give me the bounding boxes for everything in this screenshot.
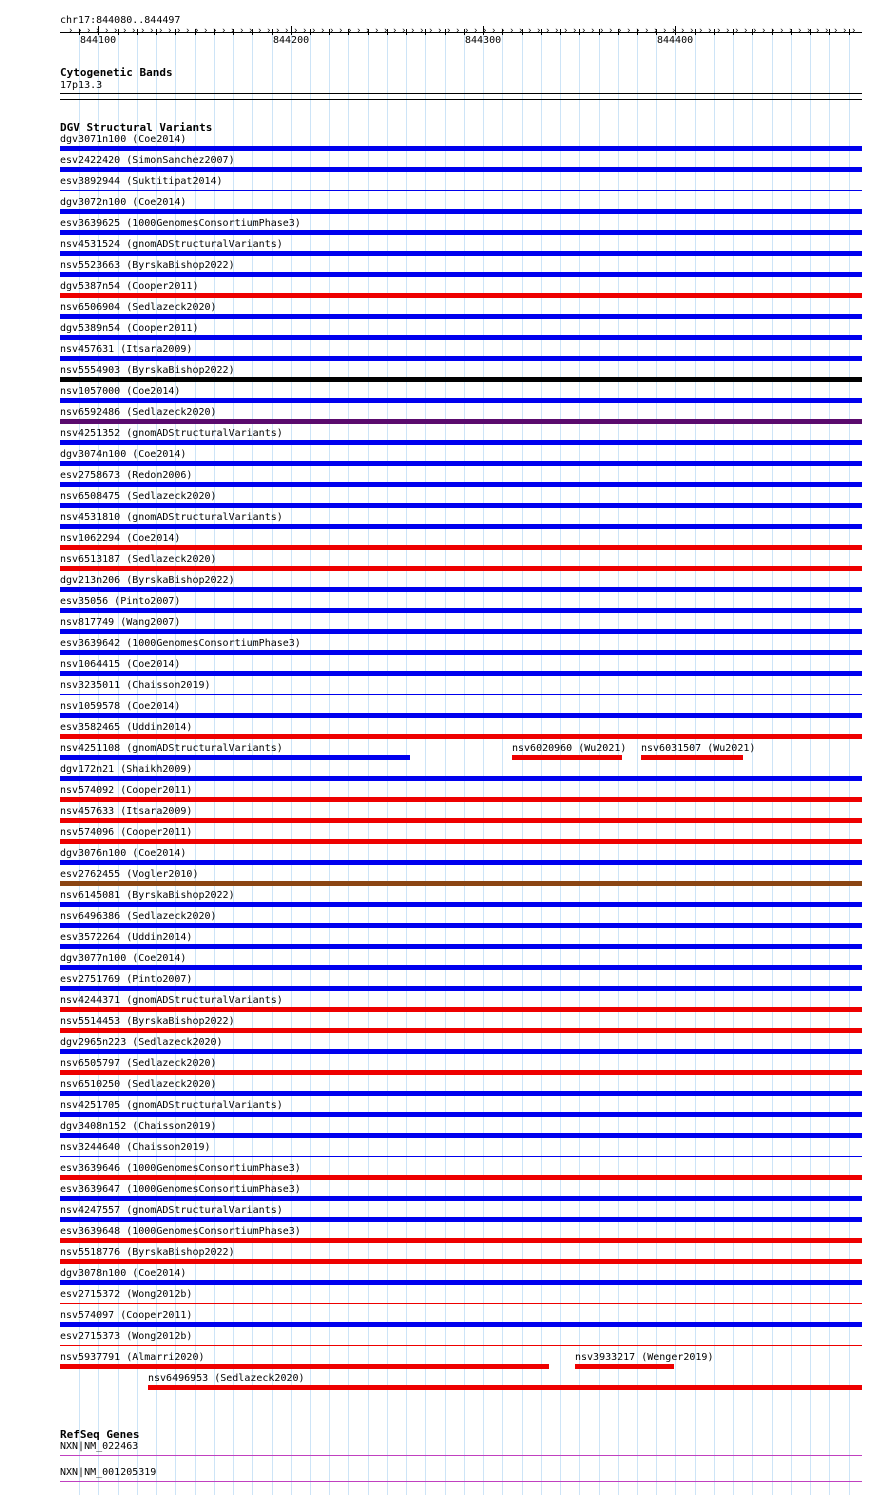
strand-arrow-icon: › — [284, 26, 290, 36]
sv-feature-bar[interactable] — [60, 923, 862, 928]
gene-label[interactable]: NXN|NM_001205319 — [60, 1467, 157, 1478]
ruler-tick-label: 844200 — [273, 35, 310, 46]
sv-feature-label[interactable]: esv35056 (Pinto2007) — [60, 596, 181, 607]
sv-feature-bar[interactable] — [60, 1007, 862, 1012]
sv-feature-bar[interactable] — [60, 755, 410, 760]
sv-feature-bar[interactable] — [60, 776, 862, 781]
strand-arrow-icon: › — [356, 26, 362, 36]
sv-feature-bar[interactable] — [60, 1259, 862, 1264]
sv-feature-label[interactable]: dgv3077n100 (Coe2014) — [60, 953, 187, 964]
sv-feature-label[interactable]: nsv4244371 (gnomADStructuralVariants) — [60, 995, 283, 1006]
cytoband-track-title: Cytogenetic Bands — [60, 66, 173, 79]
strand-arrow-icon: › — [248, 26, 254, 36]
sv-feature-bar[interactable] — [60, 713, 862, 718]
strand-arrow-icon: › — [221, 26, 227, 36]
sv-feature-label[interactable]: esv3639646 (1000GenomesConsortiumPhase3) — [60, 1163, 301, 1174]
sv-feature-bar[interactable] — [60, 398, 862, 403]
strand-arrow-icon: › — [473, 26, 479, 36]
sv-feature-label[interactable]: dgv3076n100 (Coe2014) — [60, 848, 187, 859]
cytoband-bar-bottom — [60, 99, 862, 100]
sv-feature-label[interactable]: nsv4531810 (gnomADStructuralVariants) — [60, 512, 283, 523]
sv-feature-label[interactable]: nsv1062294 (Coe2014) — [60, 533, 181, 544]
strand-arrow-icon: › — [230, 26, 236, 36]
strand-arrow-icon: › — [410, 26, 416, 36]
strand-arrow-icon: › — [374, 26, 380, 36]
sv-feature-bar[interactable] — [60, 190, 862, 191]
sv-feature-bar[interactable] — [60, 440, 862, 445]
sv-feature-label[interactable]: nsv574097 (Cooper2011) — [60, 1310, 193, 1321]
sv-feature-bar[interactable] — [60, 566, 862, 571]
strand-arrow-icon: › — [599, 26, 605, 36]
strand-arrow-icon: › — [779, 26, 785, 36]
strand-arrow-icon: › — [725, 26, 731, 36]
strand-arrow-icon: › — [518, 26, 524, 36]
sv-feature-bar[interactable] — [60, 860, 862, 865]
strand-arrow-icon: › — [743, 26, 749, 36]
sv-feature-label[interactable]: nsv6020960 (Wu2021) — [512, 743, 627, 754]
ruler-tick — [560, 29, 561, 35]
strand-arrow-icon: › — [86, 26, 92, 36]
sv-feature-label[interactable]: nsv4531524 (gnomADStructuralVariants) — [60, 239, 283, 250]
strand-arrow-icon: › — [329, 26, 335, 36]
strand-arrow-icon: › — [140, 26, 146, 36]
strand-arrow-icon: › — [815, 26, 821, 36]
strand-arrow-icon: › — [113, 26, 119, 36]
sv-feature-label[interactable]: esv3892944 (Suktitipat2014) — [60, 176, 223, 187]
strand-arrow-icon: › — [320, 26, 326, 36]
strand-arrow-icon: › — [608, 26, 614, 36]
sv-feature-bar[interactable] — [60, 524, 862, 529]
strand-arrow-icon: › — [752, 26, 758, 36]
strand-arrow-icon: › — [365, 26, 371, 36]
sv-feature-bar[interactable] — [60, 272, 862, 277]
sv-feature-label[interactable]: nsv1064415 (Coe2014) — [60, 659, 181, 670]
sv-feature-label[interactable]: nsv6505797 (Sedlazeck2020) — [60, 1058, 217, 1069]
sv-feature-label[interactable]: esv3639625 (1000GenomesConsortiumPhase3) — [60, 218, 301, 229]
strand-arrow-icon: › — [185, 26, 191, 36]
sv-feature-bar[interactable] — [60, 944, 862, 949]
sv-feature-bar[interactable] — [60, 608, 862, 613]
sv-feature-bar[interactable] — [60, 1070, 862, 1075]
sv-feature-bar[interactable] — [60, 965, 862, 970]
strand-arrow-icon: › — [239, 26, 245, 36]
strand-arrow-icon: › — [824, 26, 830, 36]
refseq-track-title: RefSeq Genes — [60, 1428, 140, 1441]
sv-feature-bar[interactable] — [60, 1217, 862, 1222]
sv-feature-label[interactable]: esv2751769 (Pinto2007) — [60, 974, 193, 985]
strand-arrow-icon: › — [644, 26, 650, 36]
strand-arrow-icon: › — [797, 26, 803, 36]
sv-feature-bar[interactable] — [60, 209, 862, 214]
sv-feature-bar[interactable] — [60, 734, 862, 739]
sv-feature-label[interactable]: dgv172n21 (Shaikh2009) — [60, 764, 193, 775]
strand-arrow-icon: › — [554, 26, 560, 36]
strand-arrow-icon: › — [455, 26, 461, 36]
strand-arrow-icon: › — [419, 26, 425, 36]
sv-feature-label[interactable]: nsv817749 (Wang2007) — [60, 617, 181, 628]
sv-feature-bar[interactable] — [60, 545, 862, 550]
ruler-track — [0, 0, 890, 60]
strand-arrow-icon: › — [716, 26, 722, 36]
strand-arrow-icon: › — [851, 26, 857, 36]
ruler-tick-label: 844400 — [657, 35, 694, 46]
strand-arrow-icon: › — [149, 26, 155, 36]
sv-feature-label[interactable]: nsv1059578 (Coe2014) — [60, 701, 181, 712]
sv-feature-bar[interactable] — [60, 314, 862, 319]
refseq-track — [0, 1428, 890, 1495]
sv-feature-bar[interactable] — [60, 461, 862, 466]
strand-arrow-icon: › — [347, 26, 353, 36]
sv-feature-label[interactable]: esv3639647 (1000GenomesConsortiumPhase3) — [60, 1184, 301, 1195]
sv-feature-label[interactable]: nsv6592486 (Sedlazeck2020) — [60, 407, 217, 418]
strand-arrow-icon: › — [266, 26, 272, 36]
sv-feature-label[interactable]: nsv6513187 (Sedlazeck2020) — [60, 554, 217, 565]
sv-feature-label[interactable]: nsv574092 (Cooper2011) — [60, 785, 193, 796]
strand-arrow-icon: › — [302, 26, 308, 36]
sv-feature-label[interactable]: nsv4251352 (gnomADStructuralVariants) — [60, 428, 283, 439]
ruler-tick-label: 844300 — [465, 35, 502, 46]
sv-feature-bar[interactable] — [60, 167, 862, 172]
sv-feature-bar[interactable] — [60, 1028, 862, 1033]
strand-arrow-icon: › — [437, 26, 443, 36]
sv-feature-label[interactable]: esv2715372 (Wong2012b) — [60, 1289, 193, 1300]
strand-arrow-icon: › — [707, 26, 713, 36]
sv-feature-label[interactable]: nsv5514453 (ByrskaBishop2022) — [60, 1016, 235, 1027]
sv-feature-bar[interactable] — [60, 587, 862, 592]
strand-arrow-icon: › — [626, 26, 632, 36]
strand-arrow-icon: › — [770, 26, 776, 36]
sv-feature-bar[interactable] — [60, 230, 862, 235]
strand-arrow-icon: › — [176, 26, 182, 36]
strand-arrow-icon: › — [509, 26, 515, 36]
sv-feature-bar[interactable] — [60, 797, 862, 802]
sv-feature-bar[interactable] — [60, 419, 862, 424]
sv-feature-label[interactable]: dgv3074n100 (Coe2014) — [60, 449, 187, 460]
sv-feature-label[interactable]: dgv3408n152 (Chaisson2019) — [60, 1121, 217, 1132]
strand-arrow-icon: › — [275, 26, 281, 36]
sv-feature-label[interactable]: nsv5937791 (Almarri2020) — [60, 1352, 205, 1363]
strand-arrow-icon: › — [671, 26, 677, 36]
strand-arrow-icon: › — [842, 26, 848, 36]
sv-feature-label[interactable]: nsv3244640 (Chaisson2019) — [60, 1142, 211, 1153]
sv-feature-label[interactable]: esv3572264 (Uddin2014) — [60, 932, 193, 943]
dgv-track-title: DGV Structural Variants — [60, 121, 213, 134]
sv-feature-bar[interactable] — [60, 1133, 862, 1138]
sv-feature-bar[interactable] — [575, 1364, 674, 1369]
sv-feature-bar[interactable] — [60, 356, 862, 361]
sv-feature-bar[interactable] — [60, 839, 862, 844]
sv-feature-bar[interactable] — [60, 146, 862, 151]
sv-feature-label[interactable]: nsv457633 (Itsara2009) — [60, 806, 193, 817]
strand-arrow-icon: › — [401, 26, 407, 36]
strand-arrow-icon: › — [653, 26, 659, 36]
strand-arrow-icon: › — [68, 26, 74, 36]
sv-feature-bar[interactable] — [60, 818, 862, 823]
sv-feature-bar[interactable] — [60, 1303, 862, 1304]
strand-arrow-icon: › — [662, 26, 668, 36]
strand-arrow-icon: › — [617, 26, 623, 36]
strand-arrow-icon: › — [698, 26, 704, 36]
strand-arrow-icon: › — [104, 26, 110, 36]
sv-feature-label[interactable]: nsv6508475 (Sedlazeck2020) — [60, 491, 217, 502]
ruler-tick — [714, 29, 715, 35]
ruler-tick — [695, 29, 696, 35]
sv-feature-label[interactable]: nsv6145081 (ByrskaBishop2022) — [60, 890, 235, 901]
gene-intron-line[interactable] — [60, 1481, 862, 1482]
sv-feature-label[interactable]: dgv5389n54 (Cooper2011) — [60, 323, 199, 334]
sv-feature-label[interactable]: dgv213n206 (ByrskaBishop2022) — [60, 575, 235, 586]
strand-arrow-icon: › — [635, 26, 641, 36]
ruler-tick — [137, 29, 138, 35]
sv-feature-bar[interactable] — [641, 755, 743, 760]
strand-arrow-icon: › — [491, 26, 497, 36]
ruler-tick — [849, 29, 850, 35]
sv-feature-label[interactable]: esv2422420 (SimonSanchez2007) — [60, 155, 235, 166]
sv-feature-bar[interactable] — [148, 1385, 862, 1390]
sv-feature-bar[interactable] — [60, 293, 862, 298]
sv-feature-label[interactable]: nsv6506904 (Sedlazeck2020) — [60, 302, 217, 313]
sv-feature-label[interactable]: nsv1057000 (Coe2014) — [60, 386, 181, 397]
strand-arrow-icon: › — [545, 26, 551, 36]
strand-arrow-icon: › — [572, 26, 578, 36]
sv-feature-label[interactable]: nsv4251108 (gnomADStructuralVariants) — [60, 743, 283, 754]
strand-arrow-icon: › — [833, 26, 839, 36]
ruler-tick — [425, 29, 426, 35]
sv-feature-label[interactable]: nsv5554903 (ByrskaBishop2022) — [60, 365, 235, 376]
sv-feature-label[interactable]: esv2762455 (Vogler2010) — [60, 869, 199, 880]
sv-feature-label[interactable]: nsv6031507 (Wu2021) — [641, 743, 756, 754]
strand-arrow-icon: › — [131, 26, 137, 36]
sv-feature-bar[interactable] — [60, 1322, 862, 1327]
strand-arrow-icon: › — [77, 26, 83, 36]
sv-feature-label[interactable]: nsv4251705 (gnomADStructuralVariants) — [60, 1100, 283, 1111]
strand-arrow-icon: › — [464, 26, 470, 36]
strand-arrow-icon: › — [338, 26, 344, 36]
sv-feature-label[interactable]: nsv5523663 (ByrskaBishop2022) — [60, 260, 235, 271]
strand-arrow-icon: › — [383, 26, 389, 36]
sv-feature-label[interactable]: esv2758673 (Redon2006) — [60, 470, 193, 481]
strand-arrow-icon: › — [194, 26, 200, 36]
strand-arrow-icon: › — [95, 26, 101, 36]
sv-feature-label[interactable]: dgv5387n54 (Cooper2011) — [60, 281, 199, 292]
sv-feature-bar[interactable] — [60, 482, 862, 487]
strand-arrow-icon: › — [806, 26, 812, 36]
sv-feature-label[interactable]: dgv3072n100 (Coe2014) — [60, 197, 187, 208]
strand-arrow-icon: › — [311, 26, 317, 36]
sv-feature-label[interactable]: nsv6510250 (Sedlazeck2020) — [60, 1079, 217, 1090]
sv-feature-bar[interactable] — [60, 650, 862, 655]
ruler-tick-label: 844100 — [80, 35, 117, 46]
dgv-track — [0, 120, 890, 1400]
sv-feature-label[interactable]: dgv2965n223 (Sedlazeck2020) — [60, 1037, 223, 1048]
sv-feature-bar[interactable] — [512, 755, 622, 760]
sv-feature-label[interactable]: nsv6496386 (Sedlazeck2020) — [60, 911, 217, 922]
sv-feature-bar[interactable] — [60, 902, 862, 907]
ruler-position: chr17:844080..844497 — [60, 15, 181, 26]
sv-feature-label[interactable]: dgv3071n100 (Coe2014) — [60, 134, 187, 145]
sv-feature-label[interactable]: nsv3235011 (Chaisson2019) — [60, 680, 211, 691]
sv-feature-bar[interactable] — [60, 1091, 862, 1096]
sv-feature-bar[interactable] — [60, 881, 862, 886]
sv-feature-bar[interactable] — [60, 1156, 862, 1157]
sv-feature-bar[interactable] — [60, 671, 862, 676]
strand-arrow-icon: › — [527, 26, 533, 36]
sv-feature-bar[interactable] — [60, 1049, 862, 1054]
ruler-tick — [291, 26, 292, 35]
strand-arrow-icon: › — [500, 26, 506, 36]
sv-feature-bar[interactable] — [60, 1112, 862, 1117]
strand-arrow-icon: › — [158, 26, 164, 36]
sv-feature-label[interactable]: nsv5518776 (ByrskaBishop2022) — [60, 1247, 235, 1258]
sv-feature-bar[interactable] — [60, 251, 862, 256]
strand-arrow-icon: › — [689, 26, 695, 36]
sv-feature-bar[interactable] — [60, 377, 862, 382]
strand-arrow-icon: › — [122, 26, 128, 36]
strand-arrow-icon: › — [680, 26, 686, 36]
sv-feature-bar[interactable] — [60, 503, 862, 508]
sv-feature-label[interactable]: esv3582465 (Uddin2014) — [60, 722, 193, 733]
sv-feature-bar[interactable] — [60, 1238, 862, 1243]
sv-feature-bar[interactable] — [60, 694, 862, 695]
sv-feature-bar[interactable] — [60, 1345, 862, 1346]
sv-feature-bar[interactable] — [60, 335, 862, 340]
strand-arrow-icon: › — [563, 26, 569, 36]
cytoband-label: 17p13.3 — [60, 80, 103, 91]
sv-feature-label[interactable]: esv3639648 (1000GenomesConsortiumPhase3) — [60, 1226, 301, 1237]
sv-feature-label[interactable]: nsv6496953 (Sedlazeck2020) — [148, 1373, 305, 1384]
strand-arrow-icon: › — [392, 26, 398, 36]
sv-feature-bar[interactable] — [60, 1364, 549, 1369]
sv-feature-bar[interactable] — [60, 986, 862, 991]
sv-feature-label[interactable]: esv2715373 (Wong2012b) — [60, 1331, 193, 1342]
sv-feature-label[interactable]: nsv574096 (Cooper2011) — [60, 827, 193, 838]
strand-arrow-icon: › — [293, 26, 299, 36]
sv-feature-label[interactable]: nsv457631 (Itsara2009) — [60, 344, 193, 355]
strand-arrow-icon: › — [734, 26, 740, 36]
strand-arrow-icon: › — [167, 26, 173, 36]
sv-feature-label[interactable]: nsv4247557 (gnomADStructuralVariants) — [60, 1205, 283, 1216]
sv-feature-bar[interactable] — [60, 1280, 862, 1285]
strand-arrow-icon: › — [482, 26, 488, 36]
sv-feature-bar[interactable] — [60, 1175, 862, 1180]
strand-arrow-icon: › — [788, 26, 794, 36]
gene-label[interactable]: NXN|NM_022463 — [60, 1441, 139, 1452]
sv-feature-label[interactable]: nsv3933217 (Wenger2019) — [575, 1352, 714, 1363]
cytoband-track — [0, 66, 890, 106]
sv-feature-bar[interactable] — [60, 1196, 862, 1201]
ruler-tick — [156, 29, 157, 35]
sv-feature-label[interactable]: esv3639642 (1000GenomesConsortiumPhase3) — [60, 638, 301, 649]
strand-arrow-icon: › — [761, 26, 767, 36]
strand-arrow-icon: › — [446, 26, 452, 36]
strand-arrow-icon: › — [257, 26, 263, 36]
strand-arrow-icon: › — [212, 26, 218, 36]
strand-arrow-icon: › — [590, 26, 596, 36]
strand-arrow-icon: › — [203, 26, 209, 36]
strand-arrow-icon: › — [428, 26, 434, 36]
ruler-tick — [579, 29, 580, 35]
gene-intron-line[interactable] — [60, 1455, 862, 1456]
sv-feature-bar[interactable] — [60, 629, 862, 634]
sv-feature-label[interactable]: dgv3078n100 (Coe2014) — [60, 1268, 187, 1279]
strand-arrow-icon: › — [536, 26, 542, 36]
strand-arrow-icon: › — [581, 26, 587, 36]
cytoband-bar-top — [60, 93, 862, 94]
